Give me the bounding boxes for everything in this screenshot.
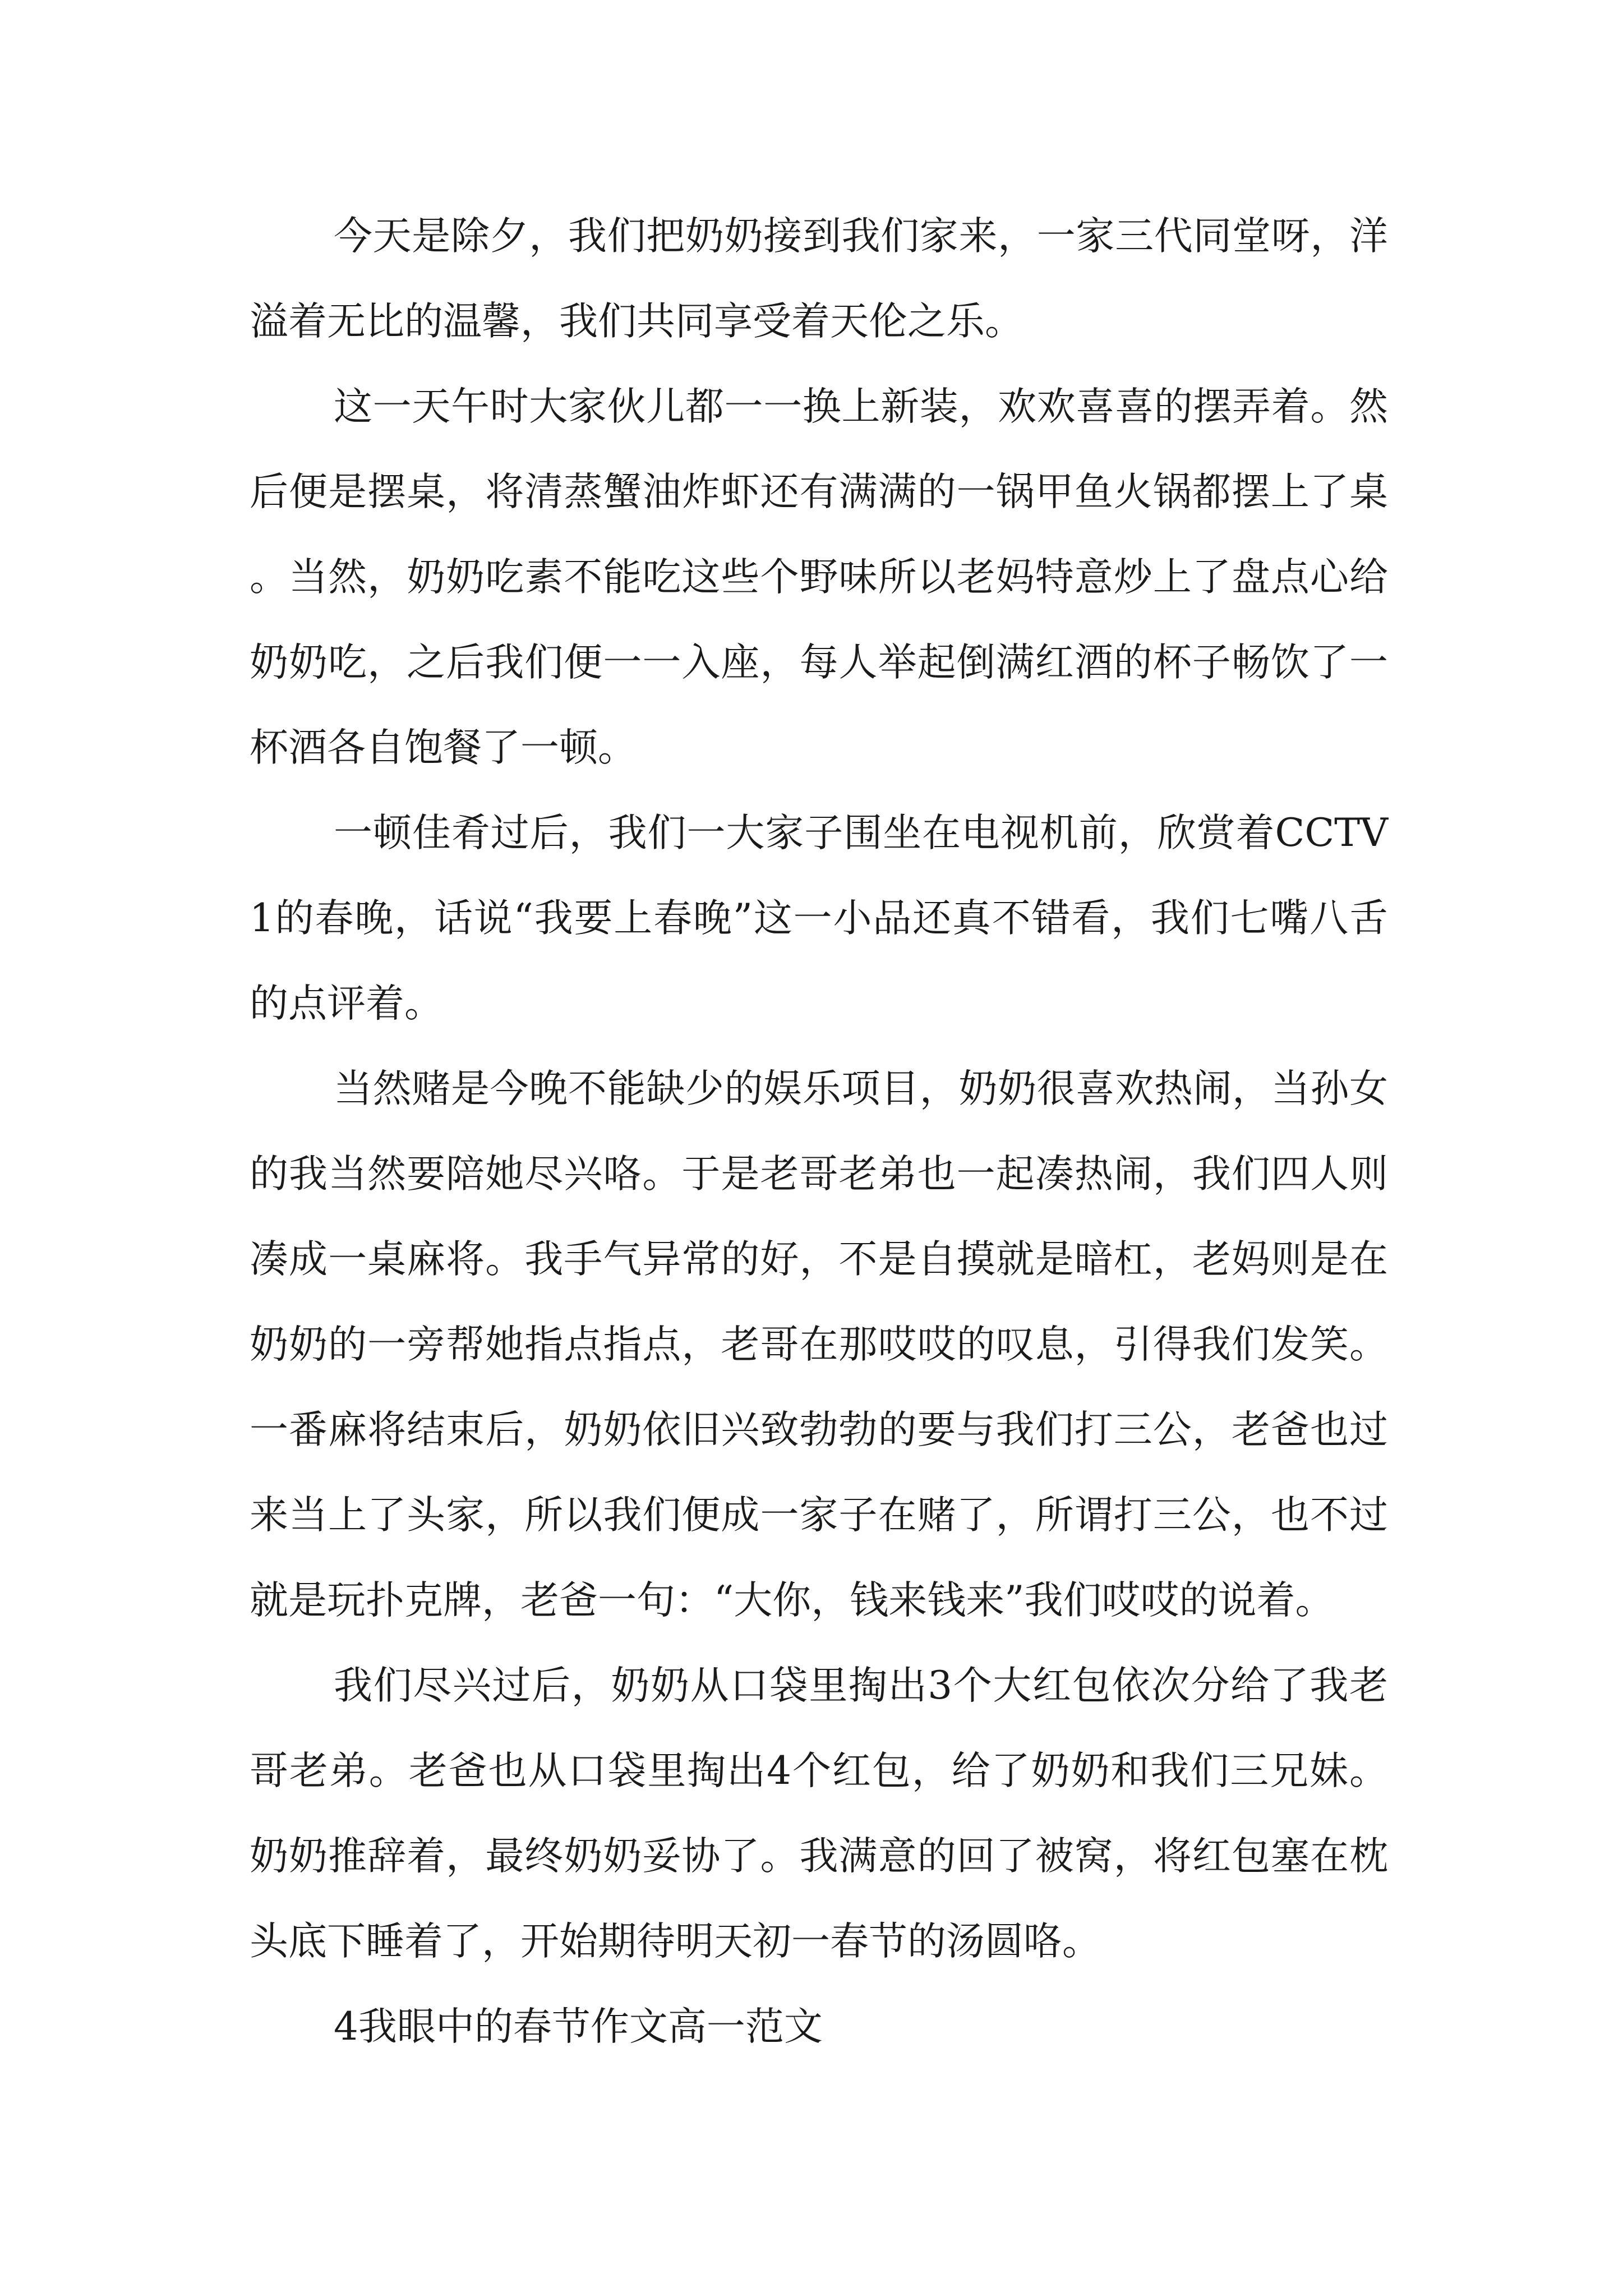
paragraph-spring-gala: 一顿佳肴过后，我们一大家子围坐在电视机前，欣赏着CCTV1的春晚，话说“我要上春晚”这一小品还真不错看，我们七嘴八舌的点评着。	[250, 811, 1388, 1026]
paragraph-red-envelopes: 我们尽兴过后，奶奶从口袋里掏出3个大红包依次分给了我老哥老弟。老爸也从口袋里掏出4个红包，给了奶奶和我们三兄妹。奶奶推辞着，最终奶奶妥协了。我满意的回了被窝，将红包塞在枕头底下睡着了，开始期待明天初一春节的汤圆咯。	[250, 1663, 1388, 1964]
next-essay-title: 4我眼中的春节作文高一范文	[334, 2004, 823, 2049]
paragraph-new-years-eve: 今天是除夕，我们把奶奶接到我们家来，一家三代同堂呀，洋溢着无比的温馨，我们共同享受着天伦之乐。	[250, 214, 1388, 344]
paragraph-games: 当然赌是今晚不能缺少的娱乐项目，奶奶很喜欢热闹，当孙女的我当然要陪她尽兴咯。于是老哥老弟也一起凑热闹，我们四人则凑成一桌麻将。我手气异常的好，不是自摸就是暗杠，老妈则是在奶奶的一旁帮她指点指点，老哥在那哎哎的叹息，引得我们发笑。一番麻将结束后，奶奶依旧兴致勃勃的要与我们打三公，老爸也过来当上了头家，所以我们便成一家子在赌了，所谓打三公，也不过就是玩扑克牌，老爸一句：“大你，钱来钱来”我们哎哎的说着。	[250, 1066, 1388, 1623]
paragraph-dinner: 这一天午时大家伙儿都一一换上新装，欢欢喜喜的摆弄着。然后便是摆桌，将清蒸蟹油炸虾还有满满的一锅甲鱼火锅都摆上了桌。当然，奶奶吃素不能吃这些个野味所以老妈特意炒上了盘点心给奶奶吃，之后我们便一一入座，每人举起倒满红酒的杯子畅饮了一杯酒各自饱餐了一顿。	[250, 384, 1388, 770]
document-body	[250, 194, 1388, 2069]
